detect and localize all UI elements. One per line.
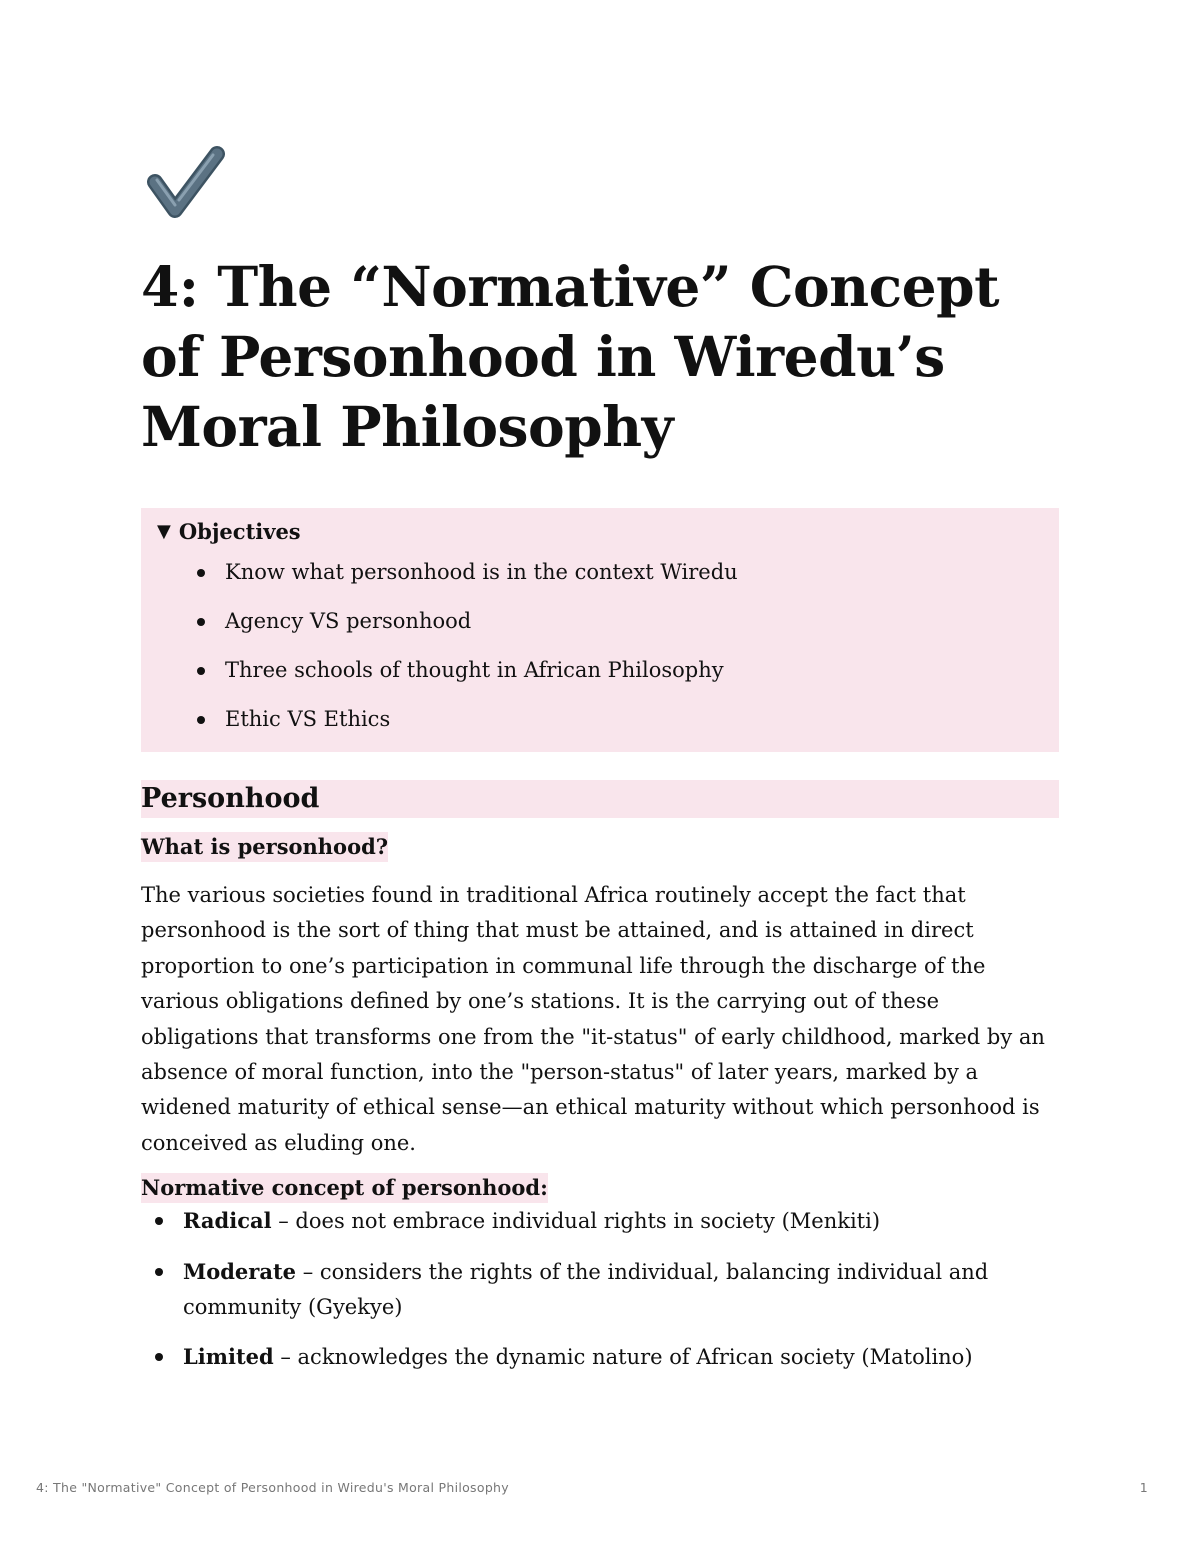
objectives-label: Objectives [178, 518, 301, 544]
list-item [141, 1254, 1059, 1326]
normative-concepts-list [141, 1203, 1059, 1376]
concept-description: – acknowledges the dynamic nature of African society (Matolino) [273, 1345, 973, 1370]
concept-term: Moderate [183, 1258, 297, 1284]
page-title: 4: The “Normative” Concept of Personhood in Wiredu’s Moral Philosophy [141, 254, 1000, 459]
objectives-list [141, 548, 1059, 744]
list-item [141, 1339, 1059, 1375]
list-item [141, 1203, 1059, 1239]
subheading-what-is-personhood: What is personhood? [141, 832, 388, 862]
footer-title: 4: The "Normative" Concept of Personhood in Wiredu's Moral Philosophy [36, 1480, 509, 1495]
concept-term: Radical [183, 1208, 272, 1234]
page-number: 1 [1139, 1480, 1148, 1495]
list-item: Three schools of thought in African Philosophy [141, 646, 1059, 695]
heavy-check-mark-icon [141, 140, 225, 230]
section-heading-personhood: Personhood [141, 780, 1059, 818]
subheading-normative-concept: Normative concept of personhood: [141, 1173, 548, 1203]
objectives-toggle[interactable] [141, 514, 1059, 548]
normative-heading-wrapper [141, 1173, 1059, 1203]
page-footer [36, 1480, 1148, 1495]
list-item: Know what personhood is in the context Wiredu [141, 548, 1059, 597]
concept-term: Limited [183, 1344, 274, 1370]
concept-description: – considers the rights of the individual, balancing individual and community (Gyekye) [183, 1259, 989, 1320]
triangle-down-icon[interactable]: ▼ [157, 520, 171, 542]
list-item: Ethic VS Ethics [141, 695, 1059, 744]
objectives-callout [141, 508, 1059, 752]
concept-description: – does not embrace individual rights in society (Menkiti) [271, 1209, 881, 1234]
page-content [141, 140, 1059, 1390]
personhood-paragraph: The various societies found in traditional Africa routinely accept the fact that personhood is the sort of thing that must be attained, and is attained in direct proportion to one’s participation in communal life through the discharge of the various obligations defined by one’s stations. It is the carrying out of these obligations that transforms one from the "it-status" of early childhood, marked by an absence of moral function, into the "person-status" of later years, marked by a widened maturity of ethical sense—an ethical maturity without which personhood is conceived as eluding one. [141, 883, 1045, 1155]
list-item: Agency VS personhood [141, 597, 1059, 646]
question-wrapper [141, 832, 1059, 862]
